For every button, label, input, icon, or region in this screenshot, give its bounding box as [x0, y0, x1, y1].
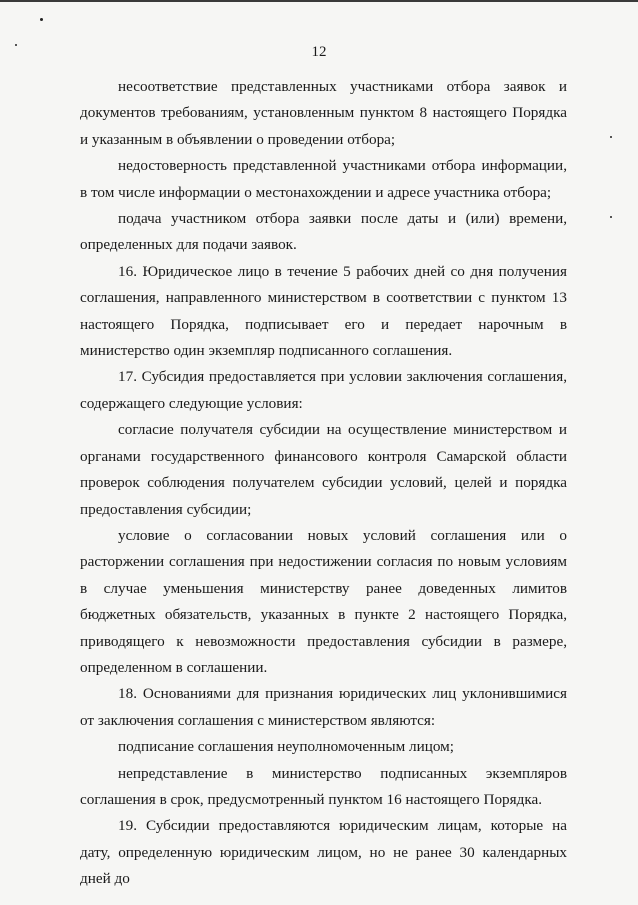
- document-body: [80, 74, 567, 893]
- paragraph: 17. Субсидия предоставляется при условии заключения соглашения, содержащего следующие условия:: [80, 368, 567, 412]
- paragraph: подписание соглашения неуполномоченным лицом;: [118, 738, 454, 756]
- paragraph: 18. Основаниями для признания юридических лиц уклонившимися от заключения соглашения с министерством являются:: [80, 685, 567, 729]
- paragraph: несоответствие представленных участниками отбора заявок и документов требованиям, установленным пунктом 8 настоящего Порядка и указанным в объявлении о проведении отбора;: [80, 78, 567, 148]
- scan-speck: [610, 216, 612, 218]
- paragraph: условие о согласовании новых условий соглашения или о расторжении соглашения при недостижении согласия по новым условиям в случае уменьшения министерству ранее доведенных лимитов бюджетных обязательств, указанных в пункте 2 настоящего Порядка, приводящего к невозможности предоставления субсидии в размере, определенном в соглашении.: [80, 526, 567, 676]
- paragraph: согласие получателя субсидии на осуществление министерством и органами государственного финансового контроля Самарской области проверок соблюдения получателем субсидии условий, целей и порядка предоставления субсидии;: [80, 421, 567, 518]
- scan-speck: [40, 18, 43, 21]
- paragraph: непредставление в министерство подписанных экземпляров соглашения в срок, предусмотренный пунктом 16 настоящего Порядка.: [80, 764, 567, 808]
- paragraph: подача участником отбора заявки после даты и (или) времени, определенных для подачи заявок.: [80, 210, 567, 254]
- scan-speck: [610, 136, 612, 138]
- paragraph: 16. Юридическое лицо в течение 5 рабочих дней со дня получения соглашения, направленного министерством в соответствии с пунктом 13 настоящего Порядка, подписывает его и передает нарочным в министерство один экземпляр подписанного соглашения.: [80, 262, 567, 360]
- page-number: 12: [311, 44, 327, 60]
- paragraph: 19. Субсидии предоставляются юридическим лицам, которые на дату, определенную юридическим лицом, но не ранее 30 календарных дней до: [80, 817, 567, 888]
- paragraph: недостоверность представленной участниками отбора информации, в том числе информации о местонахождении и адресе участника отбора;: [80, 157, 567, 201]
- scan-top-edge: [0, 0, 638, 2]
